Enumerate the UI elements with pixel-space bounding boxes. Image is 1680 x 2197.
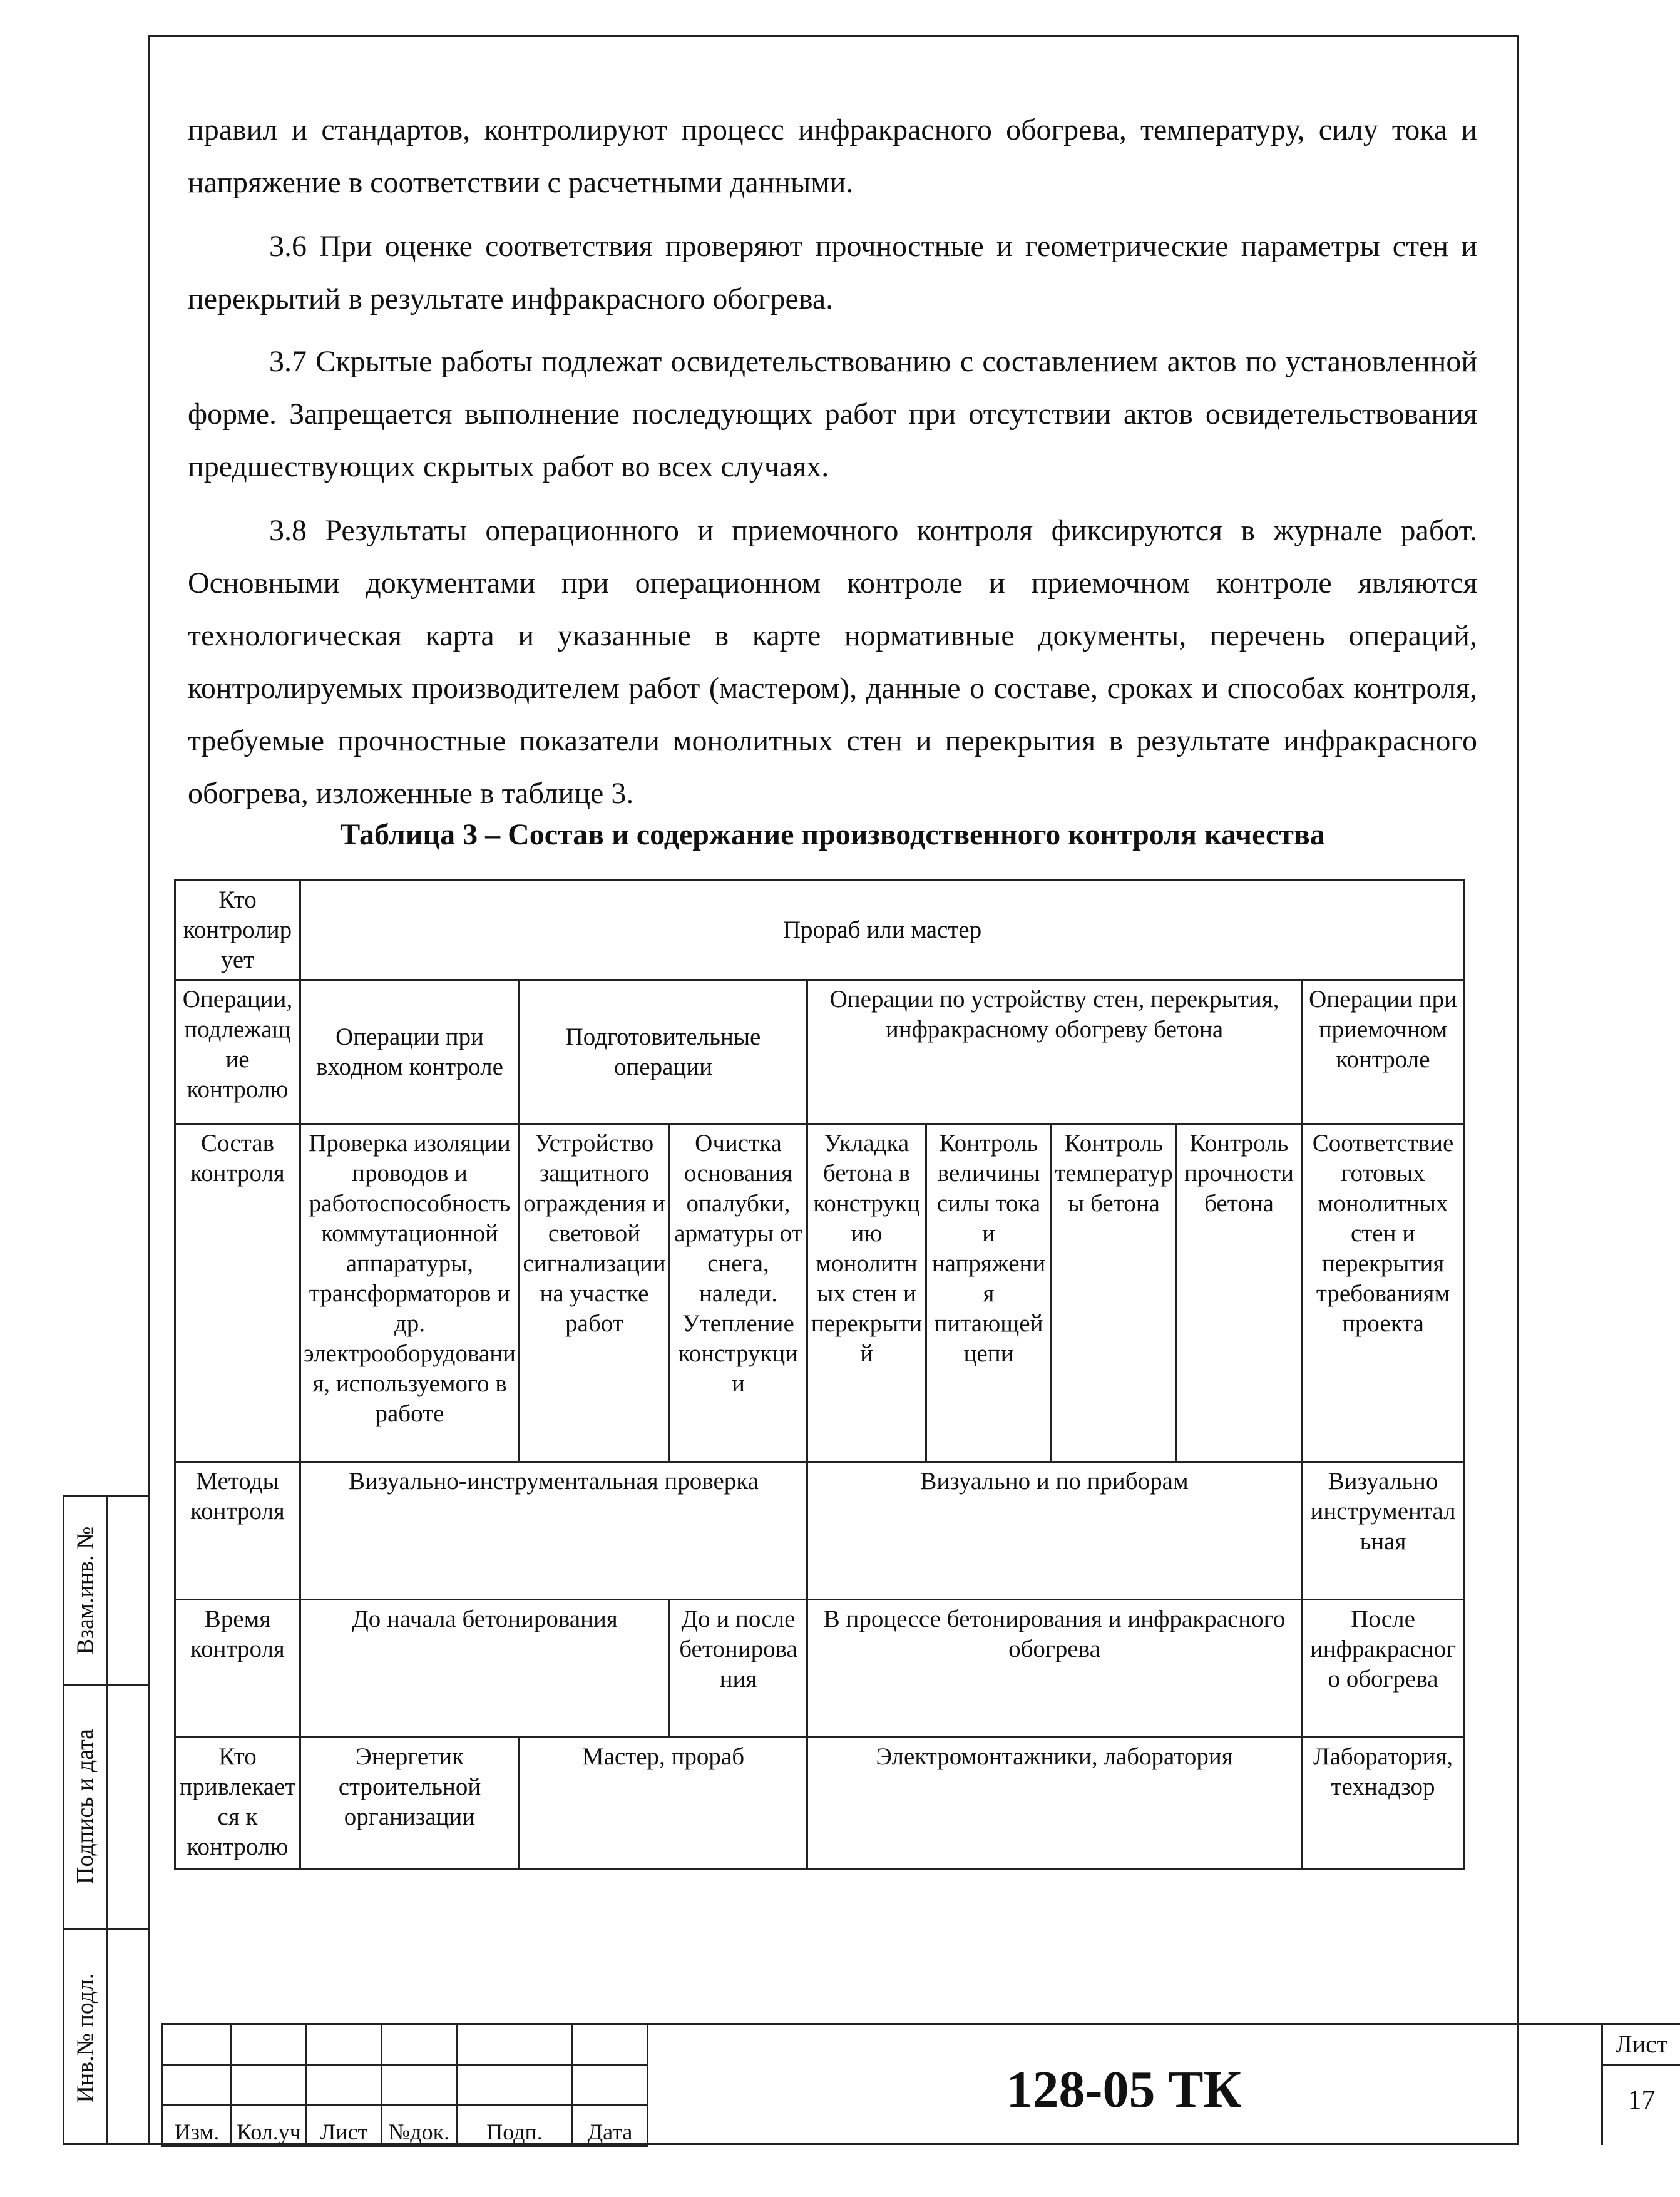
time-after-heating: После инфракрасного обогрева <box>1302 1600 1465 1738</box>
operations-input-control: Операции при входном контроле <box>300 980 520 1124</box>
quality-control-table <box>174 879 1465 1870</box>
row-who-controls-value: Прораб или мастер <box>300 880 1465 980</box>
side-stamp-strip <box>63 1495 148 2145</box>
paragraph-3-6: 3.6 При оценке соответствия проверяют прочностные и геометрические параметры стен и перекрытий в результате инфракрасного обогрева. <box>188 230 1477 315</box>
time-during-heating: В процессе бетонирования и инфракрасного обогрева <box>807 1600 1302 1738</box>
title-block <box>161 2023 1668 2145</box>
composition-cell: Контроль прочности бетона <box>1177 1124 1302 1462</box>
composition-cell: Очистка основания опалубки, арматуры от снега, наледи. Утепление конструкции <box>670 1124 807 1462</box>
row-involved-header: Кто привлекается к контролю <box>175 1738 300 1869</box>
paragraph-continuation: правил и стандартов, контролируют процесс инфракрасного обогрева, температуру, силу тока и напряжение в соответствии с расчетными данными. <box>188 113 1477 199</box>
strip-signature-date: Подпись и дата <box>72 1728 99 1885</box>
composition-cell: Контроль температуры бетона <box>1052 1124 1177 1462</box>
involved-master-foreman: Мастер, прораб <box>520 1738 807 1869</box>
time-before-after-concreting: До и после бетонирования <box>670 1600 807 1738</box>
operations-preparatory: Подготовительные операции <box>520 980 807 1124</box>
paragraph-3-8: 3.8 Результаты операционного и приемочного контроля фиксируются в журнале работ. Основными документами при операционном контроле и приемочном контроле являются технологическая карта и указанные в карте нормативные документы, перечень операций, контролируемых производителем работ (мастером), данные о составе, сроках и способах контроля, требуемые прочностные показатели монолитных стен и перекрытия в результате инфракрасного обогрева, изложенные в таблице 3. <box>188 514 1477 810</box>
composition-cell: Проверка изоляции проводов и работоспособность коммутационной аппаратуры, трансформаторов и др. электрооборудования, используемого в работе <box>300 1124 520 1462</box>
sheet-cell <box>1601 2023 1680 2145</box>
paragraph-3-7: 3.7 Скрытые работы подлежат освидетельствованию с составлением актов по установленной форме. Запрещается выполнение последующих работ при отсутствии актов освидетельствования предшествующих скрытых работ во всех случаях. <box>188 345 1477 483</box>
col-label-quantity: Кол.уч <box>232 2106 307 2146</box>
sheet-label: Лист <box>1603 2025 1680 2066</box>
document-code-cell <box>647 2023 1601 2145</box>
composition-cell: Устройство защитного ограждения и световой сигнализации на участке работ <box>520 1124 670 1462</box>
operations-walls-heating: Операции по устройству стен, перекрытия, инфракрасному обогреву бетона <box>807 980 1302 1124</box>
methods-instrumental: Визуально-инструментальная проверка <box>300 1462 807 1600</box>
involved-electricians-lab: Электромонтажники, лаборатория <box>807 1738 1302 1869</box>
operations-acceptance: Операции при приемочном контроле <box>1302 980 1465 1124</box>
row-methods-header: Методы контроля <box>175 1462 300 1600</box>
row-who-controls-header: Кто контролирует <box>175 880 300 980</box>
col-label-change: Изм. <box>163 2106 232 2146</box>
time-before-concreting: До начала бетонирования <box>300 1600 670 1738</box>
col-label-doc-number: №док. <box>382 2106 457 2146</box>
composition-cell: Контроль величины силы тока и напряжения питающей цепи <box>926 1124 1052 1462</box>
composition-cell: Укладка бетона в конструкцию монолитных стен и перекрытий <box>807 1124 926 1462</box>
col-label-signature: Подп. <box>457 2106 573 2146</box>
table-caption: Таблица 3 – Состав и содержание производственного контроля качества <box>340 818 1325 851</box>
sheet-number: 17 <box>1627 2084 1656 2115</box>
methods-acceptance: Визуально инструментальная <box>1302 1462 1465 1600</box>
row-time-header: Время контроля <box>175 1600 300 1738</box>
composition-cell: Соответствие готовых монолитных стен и перекрытия требованиям проекта <box>1302 1124 1465 1462</box>
involved-lab-supervision: Лаборатория, технадзор <box>1302 1738 1465 1869</box>
methods-visual-devices: Визуально и по приборам <box>807 1462 1302 1600</box>
col-label-sheet: Лист <box>307 2106 382 2146</box>
revision-grid <box>161 2023 648 2147</box>
document-code: 128-05 ТК <box>1006 2061 1242 2119</box>
strip-inv-original: Инв.№ подл. <box>72 1972 99 2103</box>
involved-energy-engineer: Энергетик строительной организации <box>300 1738 520 1869</box>
row-operations-header: Операции, подлежащие контролю <box>175 980 300 1124</box>
col-label-date: Дата <box>573 2106 648 2146</box>
row-composition-header: Состав контроля <box>175 1124 300 1462</box>
strip-replace-inv: Взам.инв. № <box>72 1526 99 1655</box>
